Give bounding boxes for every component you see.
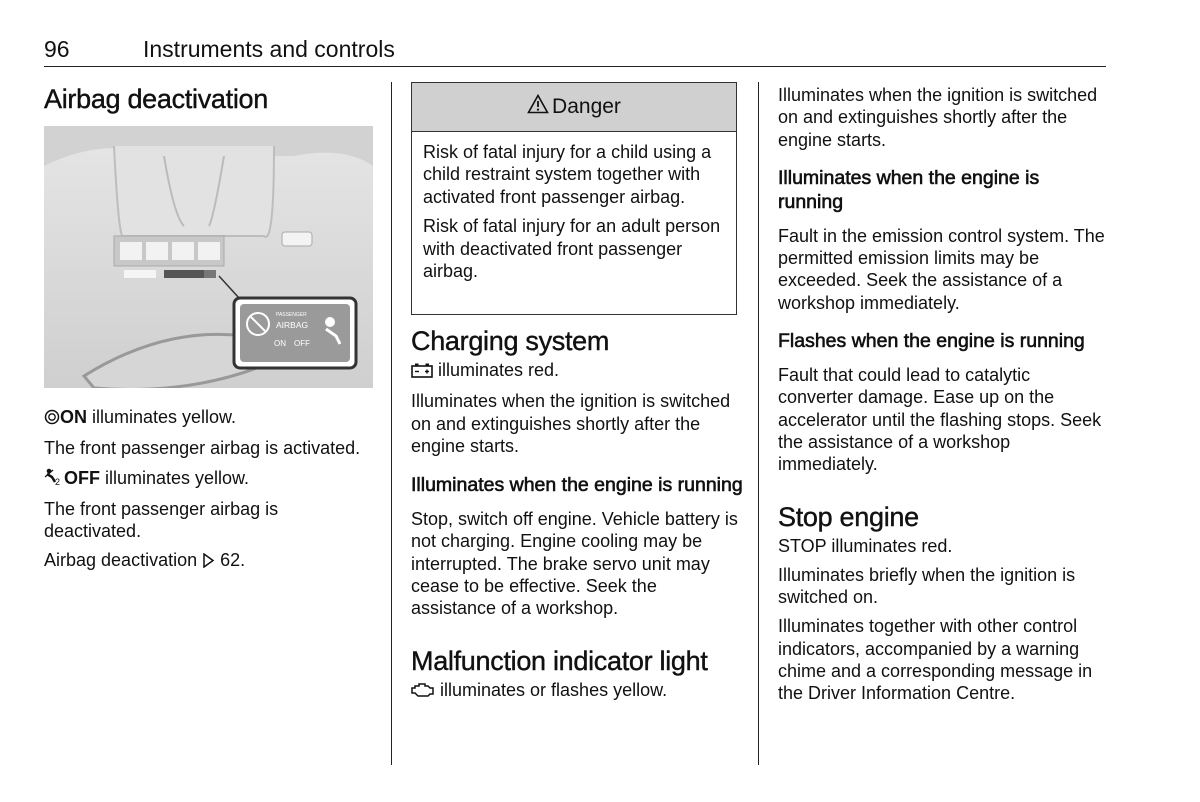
on-description: The front passenger airbag is activated.	[44, 438, 361, 459]
off-text: illuminates yellow.	[100, 467, 250, 488]
section-title-stop-engine: Stop engine	[778, 501, 919, 532]
airbag-illustration	[44, 126, 373, 388]
mil-subheading-flashes: Flashes when the engine is running	[778, 330, 1085, 353]
column-1	[44, 84, 379, 115]
airbag-figure	[44, 126, 373, 388]
off-indicator-line	[44, 467, 379, 491]
off-label: OFF	[64, 467, 100, 488]
danger-title: Danger	[552, 95, 621, 118]
danger-body	[412, 132, 736, 282]
mil-indicator-text: illuminates or flashes yellow.	[435, 679, 668, 700]
airbag-on-icon	[44, 408, 60, 430]
mil-subheading-running: Illuminates when the engine is running	[778, 166, 1040, 213]
figure-label-airbag: AIRBAG	[276, 320, 309, 330]
column-divider	[391, 82, 392, 765]
section-title-airbag: Airbag deactivation	[44, 84, 268, 114]
charging-paragraph-2: Stop, switch off engine. Vehicle battery is not charging. Engine cooling may be interrupted. The brake servo unit may cease to be effective. Seek the assistance of a workshop.	[411, 509, 738, 619]
page-header	[44, 34, 1106, 67]
charging-subheading: Illuminates when the engine is running	[411, 474, 743, 497]
header-title: Instruments and controls	[143, 36, 395, 62]
reference-text: Airbag deactivation	[44, 550, 203, 571]
stop-indicator-line: STOP illuminates red.	[778, 535, 953, 556]
off-description: The front passenger airbag is deactivated.	[44, 498, 279, 542]
warning-triangle-icon	[527, 94, 549, 120]
section-title-charging: Charging system	[411, 326, 610, 356]
danger-paragraph-2: Risk of fatal injury for an adult person with deactivated front passenger airbag.	[423, 216, 721, 282]
page-reference-arrow-icon	[202, 551, 215, 573]
on-text: illuminates yellow.	[87, 407, 237, 427]
mil-indicator-line	[411, 679, 745, 703]
mil-paragraph-3: Fault that could lead to catalytic converter damage. Ease up on the accelerator until the flashing stops. Seek the assistance of a workshop immediately.	[778, 365, 1102, 475]
airbag-text	[44, 406, 379, 574]
danger-header	[412, 83, 736, 132]
on-indicator-line	[44, 406, 379, 430]
column-3	[778, 84, 1108, 705]
figure-label-passenger: PASSENGER	[276, 312, 307, 318]
page-number: 96	[44, 36, 70, 62]
charging-paragraph-1: Illuminates when the ignition is switched on and extinguishes shortly after the engine starts.	[411, 391, 731, 456]
charging-indicator-text: illuminates red.	[433, 360, 560, 380]
column-divider	[758, 82, 759, 765]
mil-paragraph-2: Fault in the emission control system. The permitted emission limits may be exceeded. Seek the assistance of a workshop immediately.	[778, 225, 1105, 313]
reference-page: 62.	[215, 550, 246, 571]
danger-paragraph-1: Risk of fatal injury for a child using a child restraint system together with activated front passenger airbag.	[423, 142, 712, 207]
svg-text:2: 2	[55, 476, 61, 486]
stop-paragraph-2: Illuminates together with other control indicators, accompanied by a warning chime and a corresponding message in the Driver Information Centre.	[778, 616, 1093, 704]
engine-icon	[411, 681, 435, 703]
column-2	[411, 326, 745, 703]
figure-label-on: ON	[274, 339, 286, 348]
mil-paragraph-1: Illuminates when the ignition is switched on and extinguishes shortly after the engine starts.	[778, 85, 1098, 150]
on-label: ON	[60, 407, 87, 427]
figure-label-off: OFF	[294, 339, 310, 348]
section-title-mil: Malfunction indicator light	[411, 645, 708, 676]
danger-box	[411, 82, 737, 315]
battery-icon	[411, 361, 433, 383]
airbag-deactivation-reference	[44, 549, 379, 573]
airbag-off-icon	[44, 468, 64, 491]
charging-indicator-line	[411, 359, 745, 383]
stop-paragraph-1: Illuminates briefly when the ignition is switched on.	[778, 564, 1076, 608]
